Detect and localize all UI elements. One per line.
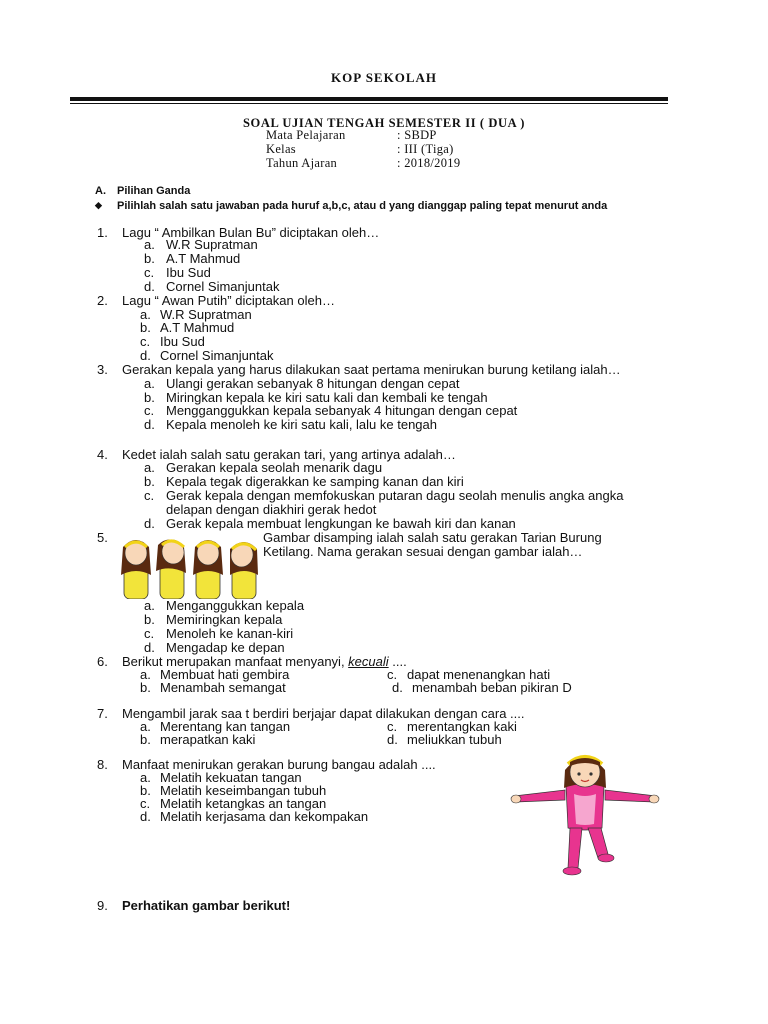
question-number: 2. [97, 293, 108, 308]
exam-title: SOAL UJIAN TENGAH SEMESTER II ( DUA ) [242, 116, 526, 130]
option: c. dapat menenangkan hati [387, 667, 551, 682]
balancing-girl-illustration [510, 750, 660, 876]
head-movement-illustration [118, 535, 268, 599]
question-number: 4. [97, 447, 108, 462]
question-number: 7. [97, 706, 108, 721]
question-text: Lagu “ Awan Putih” diciptakan oleh… [122, 293, 335, 308]
option: a. Menganggukkan kepala [144, 598, 305, 613]
question-text: Berikut merupakan manfaat menyanyi, kecuali .... [122, 654, 407, 669]
option: c. Mengganggukkan kepala sebanyak 4 hitungan dengan cepat [144, 403, 518, 418]
option: b. Menambah semangat [140, 680, 286, 695]
option: b. Miringkan kepala ke kiri satu kali dan kembali ke tengah [144, 390, 488, 405]
question-number: 1. [97, 225, 108, 240]
info-value-kelas: : III (Tiga) [397, 142, 454, 156]
option-continuation: delapan dengan diakhiri gerak hedot [166, 502, 377, 517]
option: a. Melatih kekuatan tangan [140, 770, 302, 785]
info-label-mapel: Mata Pelajaran [266, 128, 346, 142]
question-number: 5. [97, 530, 108, 545]
option: a. Ulangi gerakan sebanyak 8 hitungan dengan cepat [144, 376, 460, 391]
kop-sekolah: KOP SEKOLAH [331, 70, 437, 85]
option: a. W.R Supratman [140, 307, 252, 322]
info-value-mapel: : SBDP [397, 128, 437, 142]
option: c. Ibu Sud [144, 265, 211, 280]
option: c. Gerak kepala dengan memfokuskan putaran dagu seolah menulis angka angka [144, 488, 624, 503]
girl-figure-1 [121, 540, 151, 599]
option: a. Merentang kan tangan [140, 719, 291, 734]
question-text: Perhatikan gambar berikut! [122, 898, 291, 913]
question-number: 6. [97, 654, 108, 669]
option: c. merentangkan kaki [387, 719, 517, 734]
option: c. Ibu Sud [140, 334, 205, 349]
option: d. Cornel Simanjuntak [144, 279, 280, 294]
question-number: 8. [97, 757, 108, 772]
girl-figure-4 [229, 541, 258, 599]
option: b. merapatkan kaki [140, 732, 256, 747]
header-rule-thick [70, 97, 668, 101]
option: a. Membuat hati gembira [140, 667, 290, 682]
option: d. meliukkan tubuh [387, 732, 502, 747]
section-instruction: Pilihlah salah satu jawaban pada huruf a,b,c, atau d yang dianggap paling tepat menurut anda [117, 200, 608, 212]
girl-figure-3 [193, 540, 223, 599]
emphasis-kecuali: kecuali [348, 654, 389, 669]
question-text: Gambar disamping ialah salah satu gerakan Tarian Burung [263, 530, 602, 545]
info-value-tahun: : 2018/2019 [397, 156, 461, 170]
option: b. Memiringkan kepala [144, 612, 283, 627]
option: b. A.T Mahmud [144, 251, 241, 266]
question-text: Manfaat menirukan gerakan burung bangau adalah .... [122, 757, 436, 772]
option: c. Menoleh ke kanan-kiri [144, 626, 294, 641]
question-number: 3. [97, 362, 108, 377]
question-text: Mengambil jarak saa t berdiri berjajar dapat dilakukan dengan cara .... [122, 706, 525, 721]
header-rule-thin [70, 103, 668, 104]
question-text: Gerakan kepala yang harus dilakukan saat pertama menirukan burung ketilang ialah… [122, 362, 621, 377]
option: b. Melatih keseimbangan tubuh [140, 783, 327, 798]
question-text-line2: Ketilang. Nama gerakan sesuai dengan gambar ialah… [263, 544, 583, 559]
question-number: 9. [97, 898, 108, 913]
option: b. A.T Mahmud [140, 320, 235, 335]
info-label-kelas: Kelas [266, 142, 296, 156]
option: a. Gerakan kepala seolah menarik dagu [144, 460, 383, 475]
question-text: Kedet ialah salah satu gerakan tari, yang artinya adalah… [122, 447, 456, 462]
option: d. Cornel Simanjuntak [140, 348, 274, 363]
option: d. Melatih kerjasama dan kekompakan [140, 809, 369, 824]
option: d. menambah beban pikiran D [392, 680, 572, 695]
option: b. Kepala tegak digerakkan ke samping kanan dan kiri [144, 474, 464, 489]
option: a. W.R Supratman [144, 237, 258, 252]
info-label-tahun: Tahun Ajaran [266, 156, 338, 170]
diamond-bullet-icon: ◆ [95, 200, 102, 210]
option: d. Kepala menoleh ke kiri satu kali, lalu ke tengah [144, 417, 437, 432]
option: d. Mengadap ke depan [144, 640, 285, 655]
girl-figure-2 [156, 538, 186, 599]
option: c. Melatih ketangkas an tangan [140, 796, 327, 811]
option: d. Gerak kepala membuat lengkungan ke bawah kiri dan kanan [144, 516, 516, 531]
section-title: Pilihan Ganda [117, 185, 191, 197]
question-text: Lagu “ Ambilkan Bulan Bu” diciptakan oleh… [122, 225, 380, 240]
section-marker: A. [95, 185, 106, 197]
